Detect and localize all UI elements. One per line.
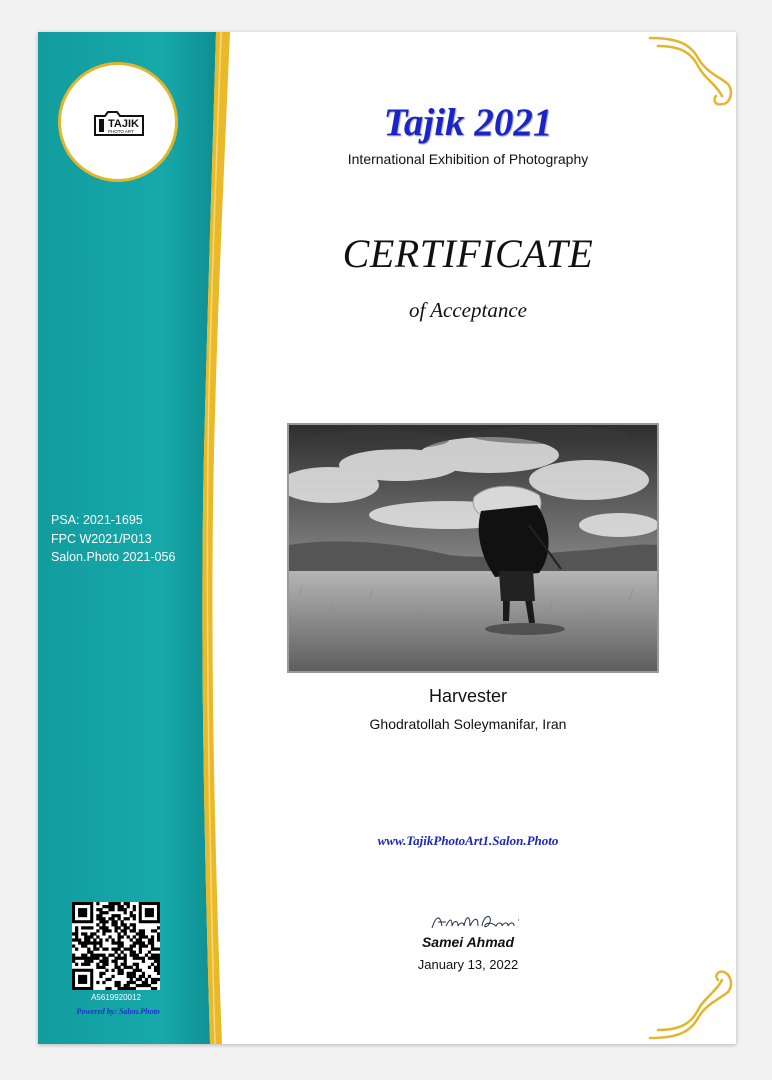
certificate-subheading: of Acceptance (409, 298, 527, 322)
exhibition-subtitle: International Exhibition of Photography (347, 151, 589, 167)
photo-title: Harvester (428, 686, 508, 706)
photo-author: Ghodratollah Soleymanifar, Iran (369, 716, 567, 732)
website-link[interactable]: www.TajikPhotoArt1.Salon.Photo (377, 833, 559, 848)
signer-name: Samei Ahmad (421, 934, 515, 950)
logo-tagline: PHOTO ART (108, 129, 134, 134)
certificate-heading: CERTIFICATE (342, 231, 594, 276)
accepted-photo (287, 423, 659, 673)
qr-code[interactable] (72, 902, 160, 990)
patronage-psa: PSA: 2021-1695 (51, 513, 143, 527)
logo-brand: TAJIK (108, 118, 139, 130)
powered-by[interactable]: Powered by: Salon.Photo (76, 1007, 160, 1016)
certificate-date: January 13, 2022 (417, 957, 519, 972)
qr-code-icon (72, 902, 160, 990)
logo-badge (58, 62, 178, 182)
exhibition-title: Tajik 2021 (383, 101, 553, 144)
patronage-salon: Salon.Photo 2021-056 (51, 550, 176, 564)
signature-image (426, 910, 526, 934)
camera-logo-icon (91, 109, 147, 137)
patronage-fpc: FPC W2021/P013 (51, 531, 152, 546)
certificate-page (38, 32, 736, 1044)
qr-code-id: A5619920012 (91, 993, 141, 1002)
harvester-photo (289, 425, 657, 671)
patronage-list (51, 511, 175, 567)
